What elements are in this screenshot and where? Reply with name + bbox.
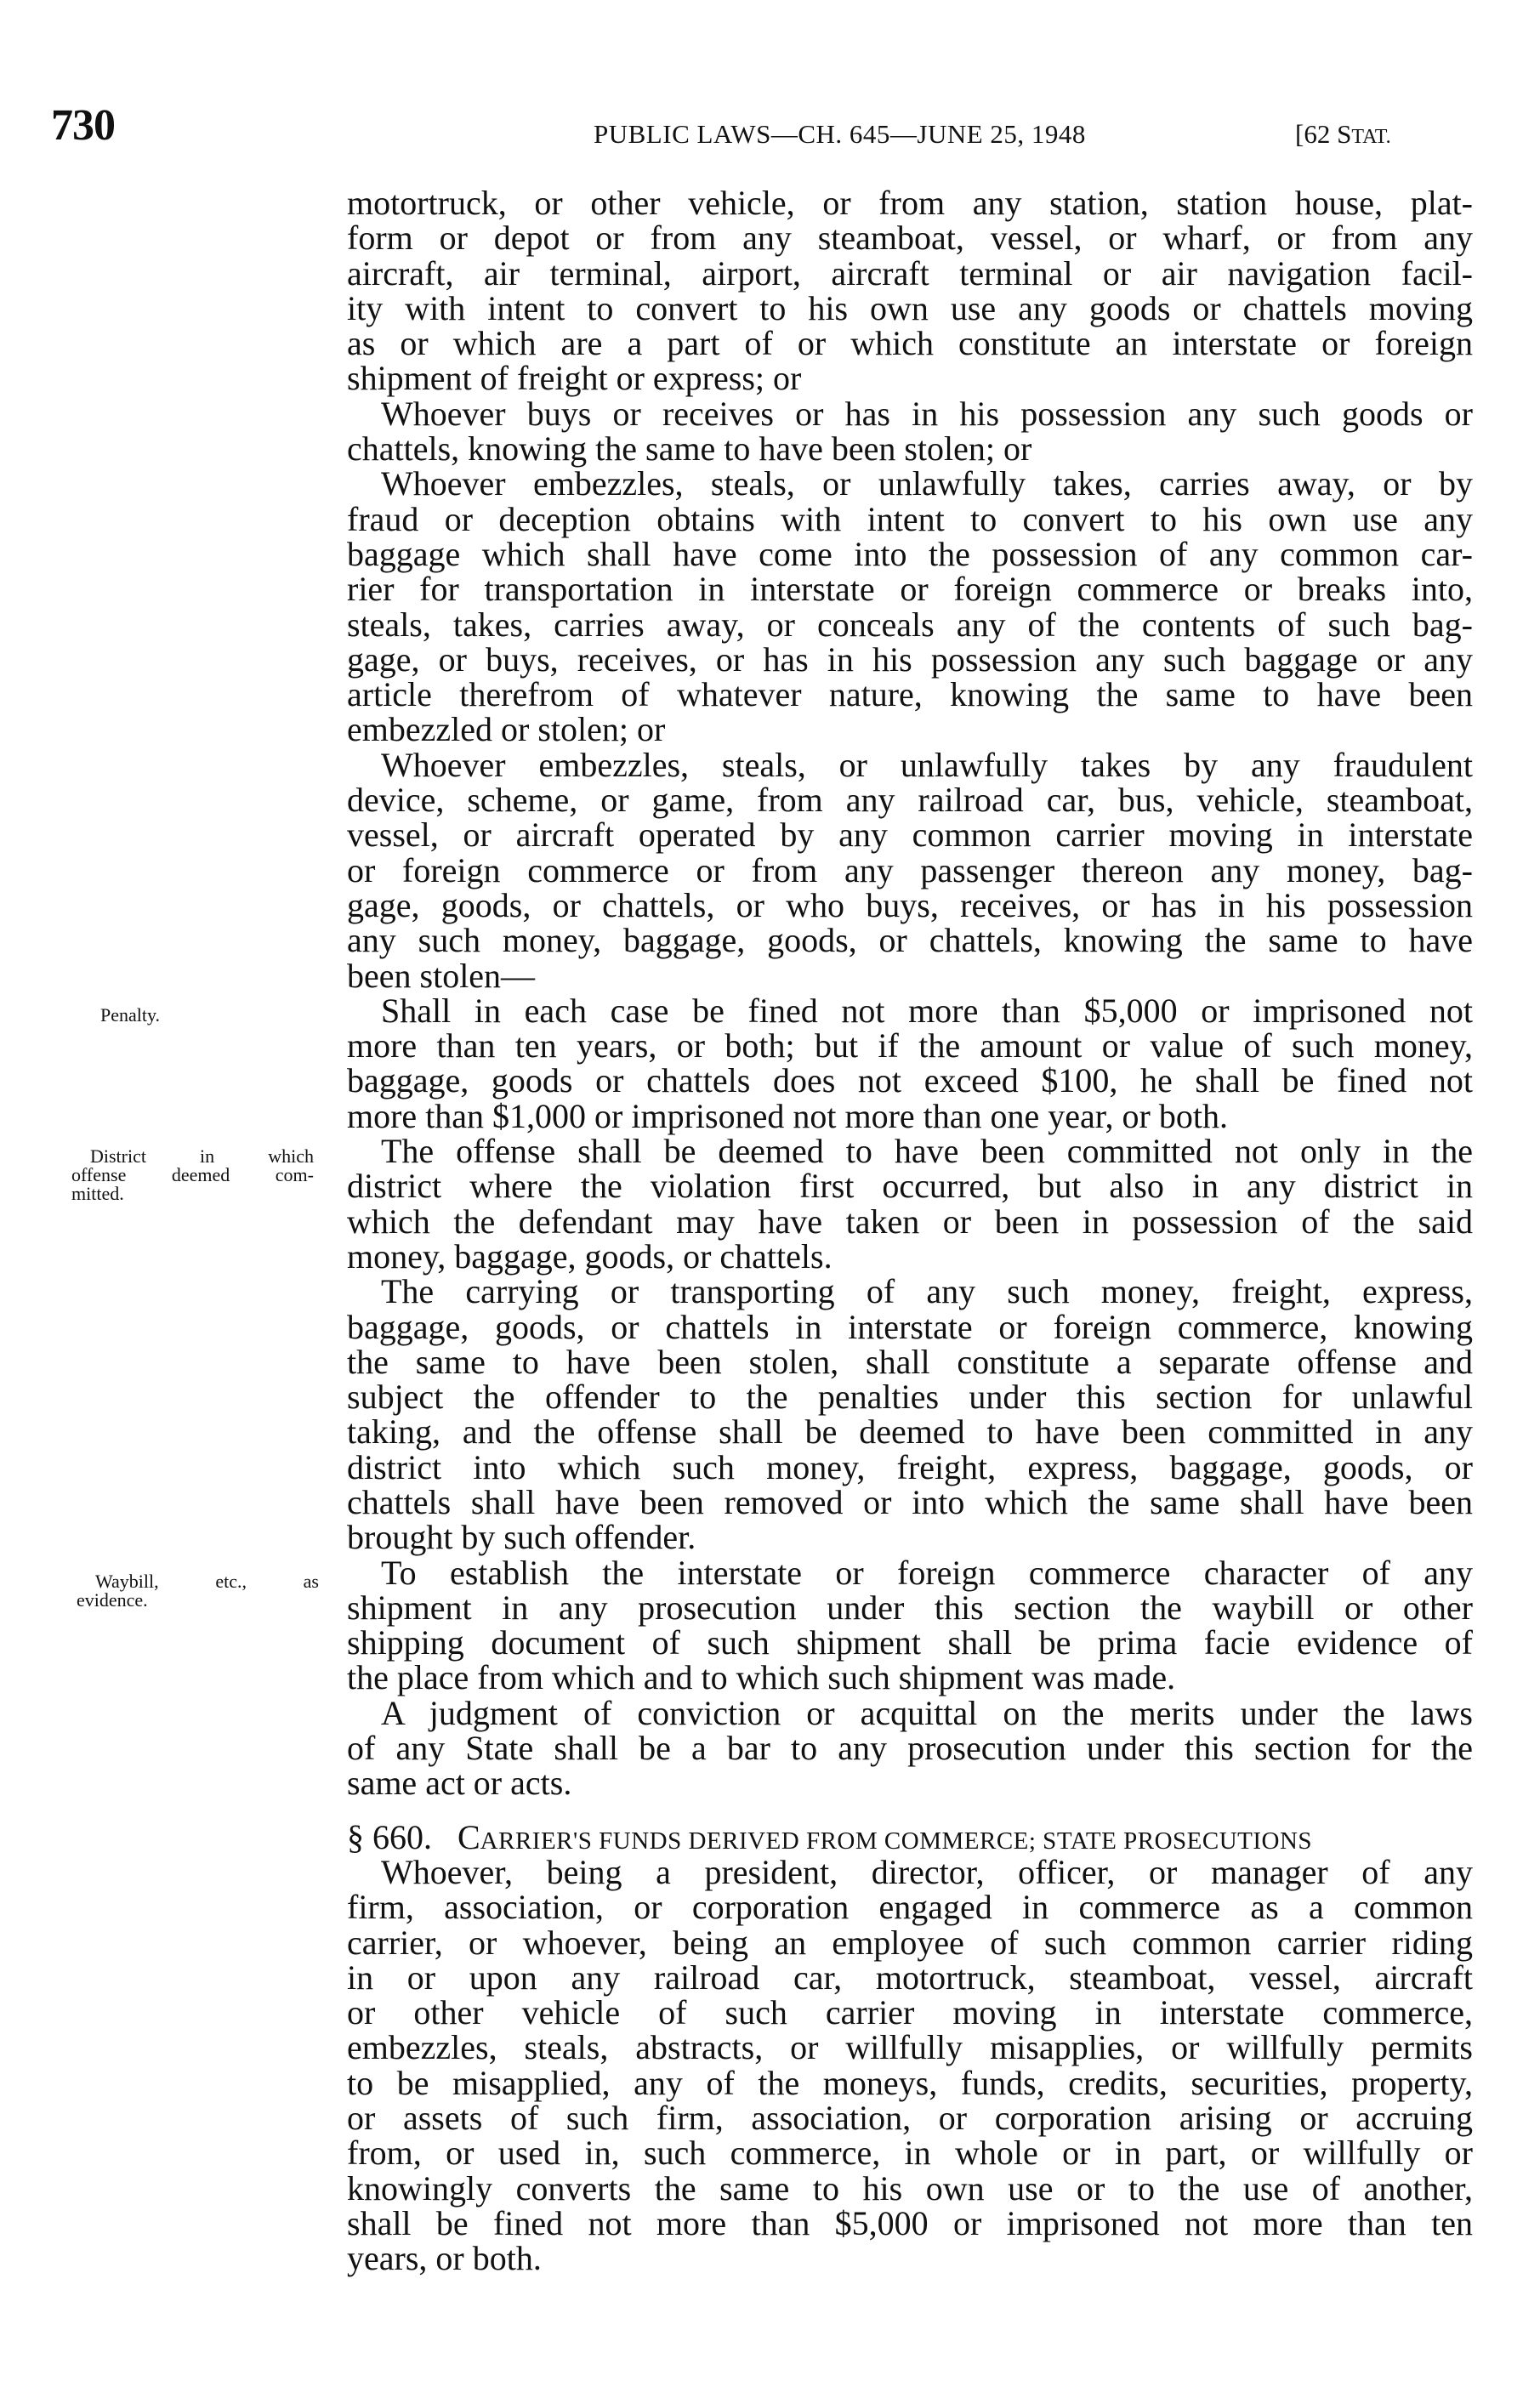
text-line: fraud or deception obtains with intent to convert to his own use any	[347, 499, 1473, 538]
text-line: baggage, goods or chattels does not exceed $100, he shall be fined not	[347, 1061, 1473, 1100]
text-line: The carrying or transporting of any such money, freight, express,	[381, 1272, 1473, 1311]
text-line: of any State shall be a bar to any prosecution under this section for the	[347, 1729, 1473, 1768]
text-line: or foreign commerce or from any passenger thereon any money, bag-	[347, 850, 1473, 889]
text-line: ity with intent to convert to his own use any goods or chattels moving	[347, 288, 1473, 327]
margin-note-penalty	[82, 1006, 324, 1025]
margin-note-line: District in which	[90, 1145, 314, 1167]
text-line: firm, association, or corporation engaged in commerce as a common	[347, 1888, 1473, 1927]
text-line: or other vehicle of such carrier moving in interstate commerce,	[347, 1993, 1473, 2032]
text-line: which the defendant may have taken or been in possession of the said	[347, 1202, 1473, 1241]
text-line: knowingly converts the same to his own use or to the use of another,	[347, 2168, 1473, 2208]
text-line: carrier, or whoever, being an employee of such common carrier riding	[347, 1923, 1473, 1962]
text-line: the same to have been stolen, shall constitute a separate offense and	[347, 1342, 1473, 1381]
text-line: shipment in any prosecution under this section the waybill or other	[347, 1588, 1473, 1627]
section-number: § 660.	[347, 1817, 432, 1856]
text-line: been stolen—	[347, 956, 536, 995]
text-line: embezzled or stolen; or	[347, 710, 666, 749]
margin-note-line: Waybill, etc., as	[95, 1571, 319, 1592]
text-line: from, or used in, such commerce, in whole or in part, or willfully or	[347, 2134, 1473, 2173]
text-line: shipment of freight or express; or	[347, 359, 802, 398]
text-line: Whoever, being a president, director, officer, or manager of any	[381, 1852, 1473, 1891]
text-line: vessel, or aircraft operated by any common carrier moving in interstate	[347, 815, 1473, 855]
volume-label-rest: TAT.	[1351, 126, 1391, 148]
text-line: subject the offender to the penalties under this section for unlawful	[347, 1378, 1473, 1417]
text-line: gage, or buys, receives, or has in his possession any such baggage or any	[347, 639, 1473, 679]
volume-bracket: [62	[1295, 119, 1338, 149]
text-line: the place from which and to which such shipment was made.	[347, 1658, 1176, 1697]
text-line: baggage, goods, or chattels in interstate or foreign commerce, knowing	[347, 1307, 1473, 1346]
volume-label	[1337, 119, 1391, 149]
text-line: gage, goods, or chattels, or who buys, receives, or has in his possession	[347, 885, 1473, 924]
body-text	[347, 185, 1473, 2276]
text-line: baggage which shall have come into the possession of any common car-	[347, 534, 1473, 573]
text-line: any such money, baggage, goods, or chattels, knowing the same to have	[347, 921, 1473, 960]
text-line: device, scheme, or game, from any railroad car, bus, vehicle, steamboat,	[347, 781, 1473, 820]
text-line: to be misapplied, any of the moneys, funds, credits, securities, property,	[347, 2063, 1473, 2102]
text-line: A judgment of conviction or acquittal on the merits under the laws	[381, 1693, 1473, 1732]
section-660-body	[347, 1852, 1473, 2278]
text-line: form or depot or from any steamboat, vessel, or wharf, or from any	[347, 219, 1473, 258]
margin-note-waybill	[77, 1572, 319, 1610]
text-line: Whoever embezzles, steals, or unlawfully takes, carries away, or by	[381, 464, 1473, 503]
text-line: brought by such offender.	[347, 1518, 696, 1557]
text-line: or assets of such firm, association, or corporation arising or accruing	[347, 2099, 1473, 2138]
text-line: To establish the interstate or foreign commerce character of any	[381, 1553, 1473, 1592]
text-line: more than ten years, or both; but if the amount or value of such money,	[347, 1026, 1473, 1065]
text-line: Whoever buys or receives or has in his possession any such goods or	[381, 394, 1473, 433]
margin-note-line: offense deemed com-	[71, 1164, 314, 1185]
text-line: steals, takes, carries away, or conceals any of the contents of such bag-	[347, 605, 1473, 644]
text-line: district where the violation first occurred, but also in any district in	[347, 1167, 1473, 1206]
running-head: PUBLIC LAWS—CH. 645—JUNE 25, 1948	[594, 119, 1086, 149]
section-659-continuation	[347, 185, 1473, 1801]
text-line: aircraft, air terminal, airport, aircraft terminal or air navigation facil-	[347, 253, 1473, 293]
text-line: in or upon any railroad car, motortruck, steamboat, vessel, aircraft	[347, 1958, 1473, 1997]
text-line: as or which are a part of or which constitute an interstate or foreign	[347, 324, 1473, 363]
section-title-initial: C	[457, 1817, 480, 1856]
text-line: years, or both.	[347, 2239, 542, 2278]
text-line: shipping document of such shipment shall be prima facie evidence of	[347, 1623, 1473, 1662]
text-line: Whoever embezzles, steals, or unlawfully takes by any fraudulent	[381, 745, 1473, 784]
section-660-heading	[347, 1817, 1473, 1856]
margin-note-district	[71, 1147, 314, 1203]
margin-note-line: mitted.	[71, 1183, 124, 1204]
volume-label-initial: S	[1337, 119, 1352, 149]
text-line: money, baggage, goods, or chattels.	[347, 1236, 833, 1276]
page-number: 730	[51, 101, 115, 150]
text-line: district into which such money, freight, express, baggage, goods, or	[347, 1447, 1473, 1486]
text-line: rier for transportation in interstate or foreign commerce or breaks into,	[347, 570, 1473, 609]
margin-note-text: Penalty.	[100, 1004, 161, 1026]
text-line: article therefrom of whatever nature, knowing the same to have been	[347, 675, 1473, 714]
heading-spacer	[432, 1818, 457, 1856]
section-gap	[347, 1801, 1473, 1820]
text-line: chattels, knowing the same to have been stolen; or	[347, 429, 1032, 469]
margin-note-line: evidence.	[77, 1589, 148, 1611]
section-title: ARRIER'S FUNDS DERIVED FROM COMMERCE; STATE PROSECUTIONS	[480, 1827, 1313, 1855]
text-line: embezzles, steals, abstracts, or willfully misapplies, or willfully permits	[347, 2028, 1473, 2067]
text-line: Shall in each case be fined not more than $5,000 or imprisoned not	[381, 991, 1473, 1030]
text-line: chattels shall have been removed or into which the same shall have been	[347, 1482, 1473, 1521]
text-line: same act or acts.	[347, 1764, 572, 1803]
text-line: more than $1,000 or imprisoned not more than one year, or both.	[347, 1096, 1228, 1135]
text-line: The offense shall be deemed to have been committed not only in the	[381, 1132, 1473, 1171]
text-line: taking, and the offense shall be deemed to have been committed in any	[347, 1412, 1473, 1452]
volume-reference	[1295, 119, 1391, 150]
text-line: shall be fined not more than $5,000 or imprisoned not more than ten	[347, 2203, 1473, 2242]
text-line: motortruck, or other vehicle, or from any station, station house, plat-	[347, 184, 1473, 222]
